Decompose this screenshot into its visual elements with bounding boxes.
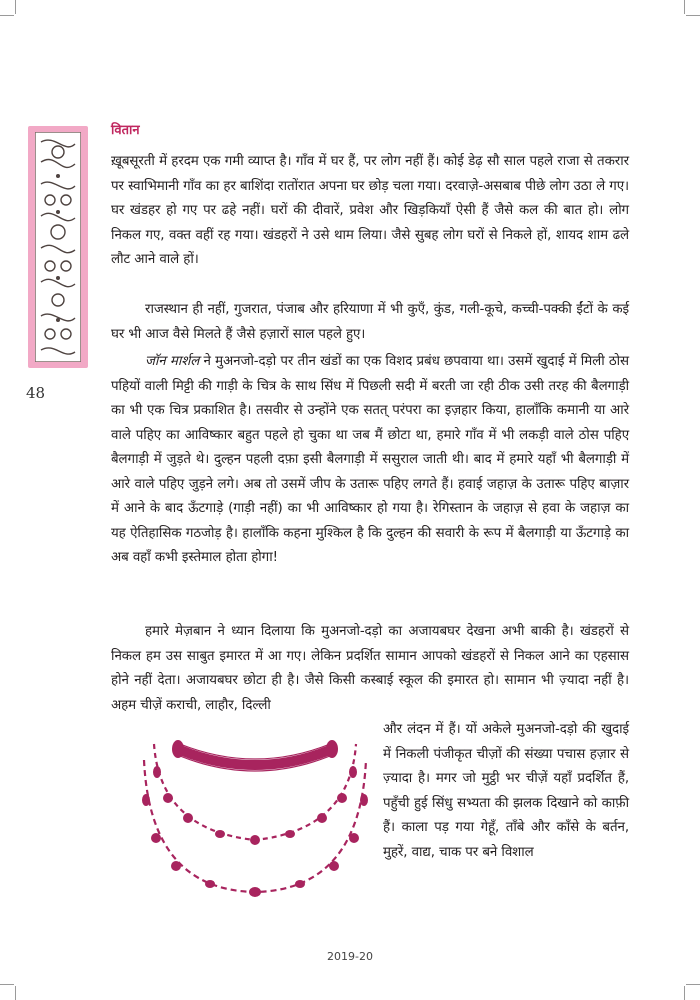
paragraph	[111, 350, 629, 571]
paragraph: हमारे मेज़बान ने ध्यान दिलाया कि मुअनजो-दड़ो का अजायबघर देखना अभी बाकी है। खंडहरों से निकल हम उस साबुत इमारत में आ गए। लेकिन प्रदर्शित सामान आपको खंडहरों से निकल आने का एहसास होने नहीं देता। अजायबघर छोटा ही है। जैसे किसी कस्बाई स्कूल की इमारत हो। सामान भी ज़्यादा नहीं है। अहम चीज़ें कराची, लाहौर, दिल्ली	[111, 624, 629, 713]
crop-mark	[0, 15, 14, 16]
author-name: जॉन मार्शल	[145, 354, 200, 369]
paragraph: और लंदन में हैं। यों अकेले मुअनजो-दड़ो की खुदाई में निकली पंजीकृत चीज़ों की संख्या पचास हज़ार से ज़्यादा है। मगर जो मुट्ठी भर चीज़ें यहाँ प्रदर्शित हैं, पहुँची हुई सिंधु सभ्यता की झलक दिखाने को काफ़ी हैं। काला पड़ गया गेहूँ, ताँबे और काँसे के बर्तन, मुहरें, वाद्य, चाक पर बने विशाल	[383, 722, 629, 860]
body-text	[111, 620, 629, 718]
crop-mark	[15, 0, 16, 14]
crop-mark	[0, 984, 14, 985]
paragraph: राजस्थान ही नहीं, गुजरात, पंजाब और हरियाणा में भी कुएँ, कुंड, गली-कूचे, कच्ची-पक्की ईंटों के कई घर भी आज वैसे मिलते हैं जैसे हज़ारों साल पहले हुए।	[111, 302, 629, 342]
ornament-pattern-icon	[35, 132, 81, 362]
body-text	[111, 150, 629, 273]
crop-mark	[686, 15, 700, 16]
crop-mark	[684, 0, 685, 14]
body-text-wrap	[383, 718, 629, 865]
crop-mark	[686, 984, 700, 985]
page-number: 48	[26, 384, 46, 402]
paragraph: ख़ूबसूरती में हरदम एक गमी व्याप्त है। गाँव में घर हैं, पर लोग नहीं हैं। कोई डेढ़ सौ साल पहले राजा से तकरार पर स्वाभिमानी गाँव का हर बाशिंदा रातोंरात अपना घर छोड़ चला गया। दरवाज़े-असबाब पीछे लोग उठा ले गए। घर खंडहर हो गए पर ढहे नहीं। घरों की दीवारें, प्रवेश और खिड़कियाँ ऐसी हैं जैसे कल की बात हो। लोग निकल गए, वक्त वहीं रह गया। खंडहरों ने उसे थाम लिया। जैसे सुबह लोग घरों से निकले हों, शायद शाम ढले लौट आने वाले हों।	[111, 154, 629, 267]
necklace-illustration	[140, 720, 370, 904]
necklace-icon	[140, 720, 370, 900]
footer-year: 2019-20	[327, 950, 373, 963]
ornament-border	[28, 126, 88, 368]
paragraph-text: ने मुअनजो-दड़ो पर तीन खंडों का एक विशद प्रबंध छपवाया था। उसमें खुदाई में मिली ठोस पहियों वाली मिट्टी की गाड़ी के चित्र के साथ सिंध में पिछली सदी में बरती जा रही ठीक उसी तरह की बैलगाड़ी का भी एक चित्र प्रकाशित है। तसवीर से उन्होंने एक सतत् परंपरा का इज़हार किया, हालाँकि कमानी या आरे वाले पहिए का आविष्कार बहुत पहले हो चुका था जब मैं छोटा था, हमारे गाँव में भी लकड़ी वाले ठोस पहिए बैलगाड़ी में जुड़ते थे। दुल्हन पहली दफ़ा इसी बैलगाड़ी में ससुराल जाती थी। बाद में हमारे यहाँ भी बैलगाड़ी में आरे वाले पहिए जुड़ने लगे। अब तो उसमें जीप के उतारू पहिए लगते हैं। हवाई जहाज़ के उतारू पहिए बाज़ार में आने के बाद ऊँटगाड़े (गाड़ी नहीं) का भी आविष्कार हो गया है। रेगिस्तान के जहाज़ से हवा के जहाज़ का यह ऐतिहासिक गठजोड़ है। हालाँकि कहना मुश्किल है कि दुल्हन की सवारी के रूप में बैलगाड़ी या ऊँटगाड़े का अब वहाँ कभी इस्तेमाल होता होगा!	[111, 354, 629, 565]
body-text	[111, 350, 629, 571]
body-text	[111, 298, 629, 347]
crop-mark	[684, 986, 685, 1000]
crop-mark	[15, 986, 16, 1000]
section-label: वितान	[111, 123, 140, 138]
